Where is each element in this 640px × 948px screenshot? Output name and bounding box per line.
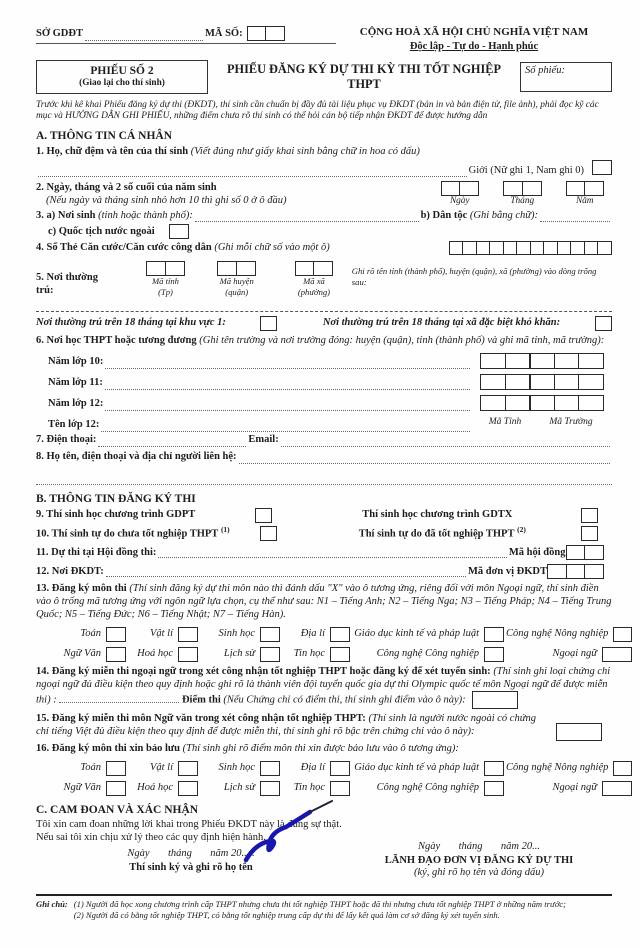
q9-right-label: Thí sinh học chương trình GDTX <box>362 509 513 521</box>
footnote-2: (2) Người đã có bằng tốt nghiệp THPT, có bằng tốt nghiệp trung cấp dự thi để lấy kết quả làm cơ sở đăng ký xét tuyển sinh. <box>73 909 500 920</box>
council-code-box[interactable] <box>566 545 586 560</box>
school-code-cell[interactable] <box>529 353 555 369</box>
q5b-left-label: Nơi thường trú trên 18 tháng tại khu vực 1: <box>36 317 226 329</box>
q5-label: 5. Nơi thường trú: <box>36 271 98 296</box>
q2-note: (Nếu ngày và tháng sinh nhỏ hơn 10 thì ghi số 0 ở ô đầu) <box>46 194 287 206</box>
dob-year-label: Năm <box>575 196 594 207</box>
leader-date-line: Ngày tháng năm 20... <box>418 840 540 852</box>
dept-label: SỞ GDĐT <box>36 28 83 40</box>
subject-label: Tin học <box>293 781 325 793</box>
subject-box-gdktpl[interactable] <box>484 627 504 642</box>
subject-box-vatli[interactable] <box>178 627 198 642</box>
subject-label: Hoá học <box>137 781 173 793</box>
dob-year-box[interactable] <box>584 181 604 196</box>
contact-person-input[interactable] <box>239 454 610 463</box>
subject-label: Lịch sử <box>223 647 255 659</box>
q6-label: 6. Nơi học THPT hoặc tương đương <box>36 335 197 347</box>
school-code-cell[interactable] <box>578 395 604 411</box>
address-write-line[interactable] <box>36 311 612 312</box>
section-b-title: B. THÔNG TIN ĐĂNG KÝ THI <box>36 493 196 506</box>
q7-email-label: Email: <box>248 434 279 446</box>
school-province-cell[interactable] <box>505 353 531 369</box>
sheet-box-subtitle: (Giao lại cho thí sinh) <box>79 78 165 89</box>
province-code-col-label: Mã Tỉnh <box>488 416 522 427</box>
exemption-cert-input[interactable] <box>59 693 179 702</box>
ethnicity-input[interactable] <box>540 213 610 222</box>
grade11-label: Năm lớp 11: <box>48 377 103 389</box>
reserved-subjects-grid <box>42 761 612 796</box>
birthplace-input[interactable] <box>195 213 419 222</box>
q12-label: 12. Nơi ĐKDT: <box>36 565 104 577</box>
school-code-cell[interactable] <box>578 374 604 390</box>
pledge-text: Tôi xin cam đoan những lời khai trong Phiếu ĐKDT này là đúng sự thật. Nếu sai tôi xin chịu xử lý theo các quy định hiện hành. <box>36 818 342 843</box>
q5-note: Ghi rõ tên tỉnh (thành phố), huyện (quận), xã (phường) vào dòng trống sau: <box>351 266 597 287</box>
district-code-box[interactable] <box>217 261 237 276</box>
reserve-box-nguvan[interactable] <box>106 781 126 796</box>
council-code-box[interactable] <box>584 545 604 560</box>
subject-box-lichsu[interactable] <box>260 647 280 662</box>
subject-label: Công nghệ Công nghiệp <box>376 647 479 659</box>
gender-box[interactable] <box>592 160 612 175</box>
q3b-note: (Ghi bằng chữ): <box>469 209 538 221</box>
reserve-box-cncn[interactable] <box>484 781 504 796</box>
reserve-box-diali[interactable] <box>330 761 350 776</box>
q14-score-note: (Nếu Chứng chỉ có điểm thi, thí sinh ghi điểm vào ô này): <box>223 694 466 706</box>
id-digit-box[interactable] <box>597 241 612 255</box>
q8-label: 8. Họ tên, điện thoại và địa chỉ người liên hệ: <box>36 450 237 462</box>
section-c-title: C. CAM ĐOAN VÀ XÁC NHẬN <box>36 803 199 816</box>
subject-label: Ngoại ngữ <box>552 781 597 793</box>
subject-label: Lịch sử <box>223 781 255 793</box>
dob-day-box[interactable] <box>459 181 479 196</box>
dept-code-label: MÃ SỐ: <box>204 28 243 40</box>
school-code-cell[interactable] <box>529 374 555 390</box>
province-code-box[interactable] <box>165 261 185 276</box>
form-title: PHIẾU ĐĂNG KÝ DỰ THI KỲ THI TỐT NGHIỆP THPT <box>227 61 501 91</box>
dept-code-box[interactable] <box>265 26 285 41</box>
unit-code-box[interactable] <box>547 564 567 579</box>
phone-input[interactable] <box>98 438 246 447</box>
subject-label: Hoá học <box>137 647 173 659</box>
leader-title: LÃNH ĐẠO ĐƠN VỊ ĐĂNG KÝ DỰ THI <box>384 854 574 866</box>
gdtx-box[interactable] <box>581 508 598 523</box>
district-code-box[interactable] <box>236 261 256 276</box>
q1-note: (Viết đúng như giấy khai sinh bằng chữ in hoa có dấu) <box>190 145 420 157</box>
school-province-cell[interactable] <box>480 395 506 411</box>
unit-code-box[interactable] <box>584 564 604 579</box>
q12-code-label: Mã đơn vị ĐKDT <box>467 565 547 577</box>
subject-label: Công nghệ Công nghiệp <box>376 781 479 793</box>
q3a-note: (tỉnh hoặc thành phố): <box>98 209 193 221</box>
province-code-box[interactable] <box>146 261 166 276</box>
subject-label: Tin học <box>293 647 325 659</box>
subject-box-sinhhoc[interactable] <box>260 627 280 642</box>
reserve-box-toan[interactable] <box>106 761 126 776</box>
q3a-label: 3. a) Nơi sinh <box>36 209 96 221</box>
school-province-cell[interactable] <box>480 353 506 369</box>
reserve-box-sinhhoc[interactable] <box>260 761 280 776</box>
sheet-number-badge <box>36 60 208 93</box>
hardship-commune-box[interactable] <box>595 316 612 331</box>
reserve-box-tinhoc[interactable] <box>330 781 350 796</box>
exam-council-input[interactable] <box>158 548 507 557</box>
school-province-cell[interactable] <box>505 395 531 411</box>
school-province-cell[interactable] <box>505 374 531 390</box>
intro-instructions: Trước khi kê khai Phiếu đăng ký dự thi (ĐKDT), thí sinh cần chuẩn bị đầy đủ tài liệu phục vụ ĐKDT (bản in và bản điện tử, file ảnh), phải đọc kỹ các mục và HƯỚNG DẪN GHI PHIẾU, những điểm chưa rõ thí sinh có thể hỏi cán bộ tiếp nhận ĐKDT để được hướng dẫn <box>36 99 599 122</box>
q7-phone-label: 7. Điện thoại: <box>36 434 97 446</box>
dob-month-label: Tháng <box>510 196 535 207</box>
school-code-cell[interactable] <box>529 395 555 411</box>
school-code-cell[interactable] <box>554 353 580 369</box>
literature-exemption-box[interactable] <box>556 723 602 741</box>
ward-code-box[interactable] <box>295 261 315 276</box>
q1-label: 1. Họ, chữ đệm và tên của thí sinh <box>36 145 189 157</box>
school-code-col-label: Mã Trường <box>549 416 593 427</box>
q11-label: 11. Dự thi tại Hội đồng thi: <box>36 546 157 558</box>
class12-label: Tên lớp 12: <box>48 419 100 431</box>
class12-input[interactable] <box>101 423 470 432</box>
contact-person-input-line2[interactable] <box>36 476 612 485</box>
subject-box-diali[interactable] <box>330 627 350 642</box>
graduated-candidate-box[interactable] <box>581 526 598 541</box>
zone1-box[interactable] <box>260 316 277 331</box>
foreign-nationality-box[interactable] <box>169 224 189 239</box>
subject-label: Giáo dục kinh tế và pháp luật <box>354 627 479 639</box>
reserve-box-ngoaingu[interactable] <box>602 781 632 796</box>
dept-code-box[interactable] <box>247 26 267 41</box>
subject-label: Công nghệ Nông nghiệp <box>506 761 609 773</box>
subject-box-tinhoc[interactable] <box>330 647 350 662</box>
reserve-box-vatli[interactable] <box>178 761 198 776</box>
gender-label: Giới (Nữ ghi 1, Nam ghi 0) <box>468 164 584 176</box>
dob-day-label: Ngày <box>449 196 470 207</box>
reserve-box-gdktpl[interactable] <box>484 761 504 776</box>
grade12-input[interactable] <box>105 402 470 411</box>
footnote-label: Ghi chú: <box>36 899 68 910</box>
ward-code-label: Mã xã (phường) <box>297 276 331 297</box>
subject-box-hoahoc[interactable] <box>178 647 198 662</box>
subject-label: Vật lí <box>149 627 173 639</box>
dob-day-box[interactable] <box>441 181 461 196</box>
footnote-1: (1) Người đã học xong chương trình cấp THPT nhưng chưa thi tốt nghiệp THPT hoặc đã thi nhưng chưa tốt nghiệp THPT ở những năm trước; <box>73 899 566 910</box>
q11-code-label: Mã hội đồng <box>508 546 566 558</box>
exam-subjects-grid <box>42 627 612 662</box>
q3b-label: b) Dân tộc <box>420 209 468 221</box>
dob-month-box[interactable] <box>503 181 523 196</box>
q6-note: (Ghi tên trường và nơi trường đóng: huyện (quận), tỉnh (thành phố) và ghi mã tỉnh, mã trường): <box>199 335 605 347</box>
q15-note: (Thí sinh là người nước ngoài có chứng chỉ tiếng Việt đủ điều kiện theo quy định để được miễn thi, thí sinh ghi rõ bậc trên chứng chỉ vào ô này): <box>36 713 536 738</box>
q13-note: (Thí sinh đăng ký dự thi môn nào thì đánh dấu "X" vào ô tương ứng, riêng đối với môn Ngoại ngữ, thí sinh điền vào ô trống mã tương ứng với ngôn ngữ lựa chọn, cụ thể như sau: N1 – Tiếng Anh; N2 – Tiếng Nga; N3 – Tiếng Pháp; N4 – Tiếng Trung Quốc; N5 – Tiếng Đức; N6 – Tiếng Nhật; N7 – Tiếng Hàn). <box>36 583 612 621</box>
subject-box-cncn[interactable] <box>484 647 504 662</box>
registration-place-input[interactable] <box>106 567 466 576</box>
subject-label: Ngữ Văn <box>63 647 101 659</box>
subject-label: Công nghệ Nông nghiệp <box>506 627 609 639</box>
subject-label: Giáo dục kinh tế và pháp luật <box>354 761 479 773</box>
ward-code-box[interactable] <box>313 261 333 276</box>
q5b-right-label: Nơi thường trú trên 18 tháng tại xã đặc biệt khó khăn: <box>322 317 561 329</box>
candidate-date-line: Ngày tháng năm 20..... <box>127 848 255 860</box>
section-a-title: A. THÔNG TIN CÁ NHÂN <box>36 130 172 143</box>
sheet-no-label: Số phiếu: <box>525 64 565 76</box>
subject-label: Sinh học <box>218 627 255 639</box>
reserve-box-lichsu[interactable] <box>260 781 280 796</box>
school-code-cell[interactable] <box>578 353 604 369</box>
dob-month-box[interactable] <box>522 181 542 196</box>
full-name-input[interactable] <box>38 168 467 177</box>
national-title: CỘNG HOÀ XÃ HỘI CHỦ NGHĨA VIỆT NAM <box>359 26 589 38</box>
reserve-box-hoahoc[interactable] <box>178 781 198 796</box>
grade12-label: Năm lớp 12: <box>48 398 104 410</box>
q9-left-label: 9. Thí sinh học chương trình GDPT <box>36 509 196 521</box>
subject-label: Vật lí <box>149 761 173 773</box>
q3c-label: c) Quốc tịch nước ngoài <box>48 225 155 237</box>
q16-note: (Thí sinh ghi rõ điểm môn thi xin được bảo lưu vào ô tương ứng): <box>182 743 459 755</box>
q2-label: 2. Ngày, tháng và 2 số cuối của năm sinh <box>36 182 217 194</box>
sheet-box-title: PHIẾU SỐ 2 <box>90 65 154 78</box>
subject-label: Toán <box>80 761 101 773</box>
q13-label: 13. Đăng ký môn thi <box>36 583 127 595</box>
subject-label: Ngữ Văn <box>63 781 101 793</box>
subject-label: Địa lí <box>300 761 325 773</box>
q15-label: 15. Đăng ký miễn thi môn Ngữ văn trong xét công nhận tốt nghiệp THPT: <box>36 713 366 725</box>
q14-label: 14. Đăng ký miễn thi ngoại ngữ trong xét công nhận tốt nghiệp THPT hoặc đăng ký để xét tuyển sinh: <box>36 665 491 677</box>
free-candidate-box[interactable] <box>260 526 277 541</box>
form-header <box>36 26 612 54</box>
subject-label: Địa lí <box>300 627 325 639</box>
grade10-label: Năm lớp 10: <box>48 356 104 368</box>
district-code-label: Mã huyện (quận) <box>219 276 254 297</box>
province-code-label: Mã tỉnh (Tp) <box>152 276 179 297</box>
school-province-cell[interactable] <box>480 374 506 390</box>
signature-scribble <box>238 800 358 866</box>
national-motto: Độc lập - Tự do - Hạnh phúc <box>409 41 539 53</box>
q4-note: (Ghi mỗi chữ số vào một ô) <box>214 242 330 254</box>
dob-year-box[interactable] <box>566 181 586 196</box>
subject-label: Ngoại ngữ <box>552 647 597 659</box>
q10-left-label: 10. Thí sinh tự do chưa tốt nghiệp THPT $^{(1)}$ <box>36 525 230 540</box>
subject-box-ngoaingu[interactable] <box>602 647 632 662</box>
subject-box-toan[interactable] <box>106 627 126 642</box>
reserve-box-cnnn[interactable] <box>613 761 632 776</box>
leader-sign-note: (ký, ghi rõ họ tên và đóng dấu) <box>413 867 545 879</box>
candidate-sign-label: Thí sinh ký và ghi rõ họ tên <box>129 862 253 874</box>
q16-label: 16. Đăng ký môn thi xin bảo lưu <box>36 743 181 755</box>
email-input[interactable] <box>281 438 610 447</box>
subject-label: Sinh học <box>218 761 255 773</box>
footer-divider <box>36 894 612 896</box>
subject-box-nguvan[interactable] <box>106 647 126 662</box>
grade10-input[interactable] <box>105 360 470 369</box>
q4-label: 4. Số Thẻ Căn cước/Căn cước công dân <box>36 242 212 254</box>
language-score-box[interactable] <box>472 691 518 709</box>
school-code-cell[interactable] <box>554 374 580 390</box>
sheet-no-field[interactable] <box>520 62 612 92</box>
q14-note: (Thí sinh ghi loại chứng chỉ ngoại ngữ đủ điều kiện theo quy định hoặc ghi rõ là thành viên đội tuyển quốc gia dự thi Olympic quốc tế môn Ngoại ngữ để được miễn thi) : <box>36 665 611 706</box>
school-code-cell[interactable] <box>554 395 580 411</box>
q14-score-label: Điểm thi <box>181 694 221 706</box>
subject-label: Toán <box>80 627 101 639</box>
unit-code-box[interactable] <box>566 564 586 579</box>
gdpt-box[interactable] <box>255 508 272 523</box>
grade11-input[interactable] <box>105 381 470 390</box>
q10-right-label: Thí sinh tự do đã tốt nghiệp THPT $^{(2)}$ <box>358 525 526 540</box>
subject-box-cnnn[interactable] <box>613 627 632 642</box>
dept-name-input[interactable] <box>85 32 203 41</box>
